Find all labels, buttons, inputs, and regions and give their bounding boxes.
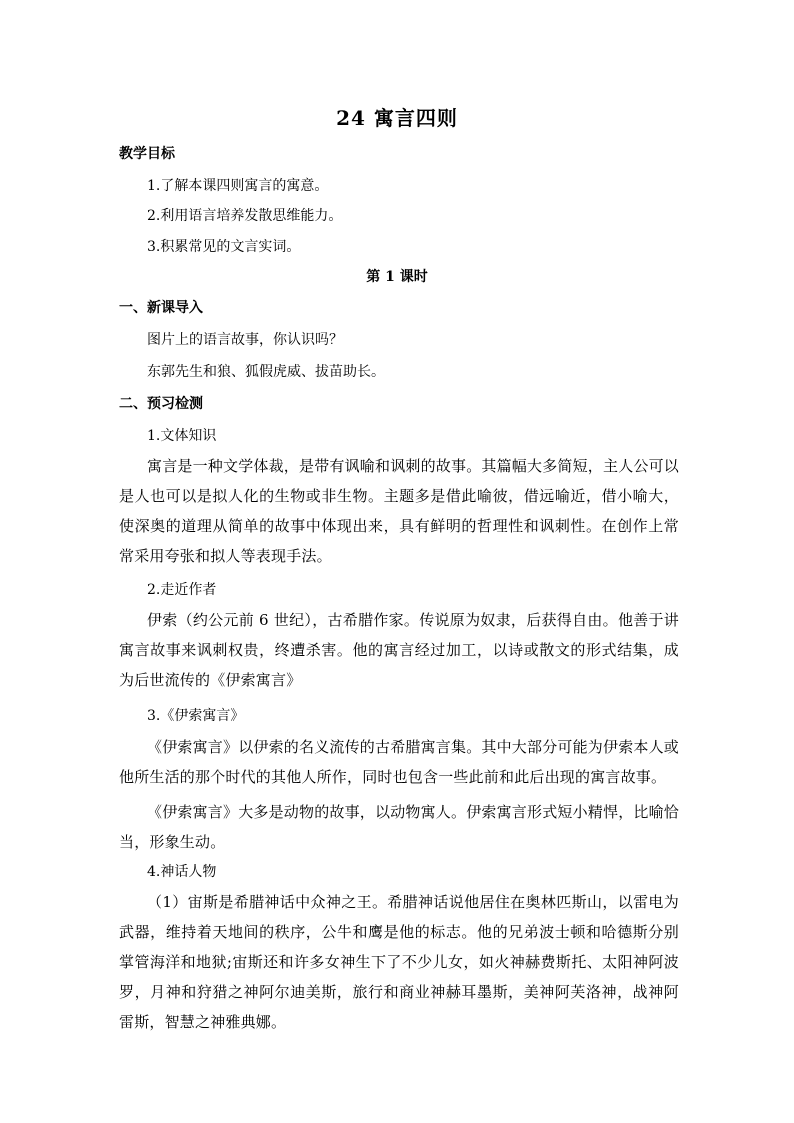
intro-question: 图片上的语言故事，你认识吗？ bbox=[147, 332, 343, 348]
section-heading-intro: 一、新课导入 bbox=[119, 300, 203, 316]
goal-item: 3.积累常见的文言实词。 bbox=[147, 239, 301, 255]
lesson-period-heading: 第 1 课时 bbox=[366, 269, 428, 285]
page-title: 24 寓言四则 bbox=[336, 106, 458, 130]
item-heading-genre: 1.文体知识 bbox=[147, 428, 217, 444]
teaching-goals-heading: 教学目标 bbox=[119, 146, 175, 162]
item-heading-aesop: 3.《伊索寓言》 bbox=[147, 708, 245, 724]
section-heading-preview: 二、预习检测 bbox=[119, 396, 203, 412]
item-heading-myth: 4.神话人物 bbox=[147, 864, 217, 880]
aesop-paragraph-1: 《伊索寓言》以伊索的名义流传的古希腊寓言集。其中大部分可能为伊索本人或他所生活的那个时代的其他人所作，同时也包含一些此前和此后出现的寓言故事。 bbox=[119, 738, 680, 786]
goal-item: 2.利用语言培养发散思维能力。 bbox=[147, 208, 343, 224]
genre-paragraph: 寓言是一种文学体裁，是带有讽喻和讽刺的故事。其篇幅大多简短，主人公可以是人也可以是拟人化的生物或非生物。主题多是借此喻彼，借远喻近，借小喻大，使深奥的道理从简单的故事中体现出来，具有鲜明的哲理性和讽刺性。在创作上常常采用夸张和拟人等表现手法。 bbox=[119, 457, 680, 565]
author-paragraph: 伊索（约公元前 6 世纪），古希腊作家。传说原为奴隶，后获得自由。他善于讲寓言故事来讽刺权贵，终遭杀害。他的寓言经过加工，以诗或散文的形式结集，成为后世流传的《伊索寓言》 bbox=[119, 611, 679, 689]
myth-paragraph: （1）宙斯是希腊神话中众神之王。希腊神话说他居住在奥林匹斯山，以雷电为武器，维持着天地间的秩序，公牛和鹰是他的标志。他的兄弟波士顿和哈德斯分别掌管海洋和地狱;宙斯还和许多女神生下了不少儿女，如火神赫费斯托、太阳神阿波罗，月神和狩猎之神阿尔迪美斯，旅行和商业神赫耳墨斯，美神阿芙洛神，战神阿雷斯，智慧之神雅典娜。 bbox=[119, 893, 679, 1031]
item-heading-author: 2.走近作者 bbox=[147, 582, 217, 598]
goal-item: 1.了解本课四则寓言的寓意。 bbox=[147, 178, 329, 194]
aesop-paragraph-2: 《伊索寓言》大多是动物的故事，以动物寓人。伊索寓言形式短小精悍，比喻恰当，形象生动。 bbox=[119, 803, 680, 851]
intro-answer: 东郭先生和狼、狐假虎威、拔苗助长。 bbox=[147, 364, 385, 380]
